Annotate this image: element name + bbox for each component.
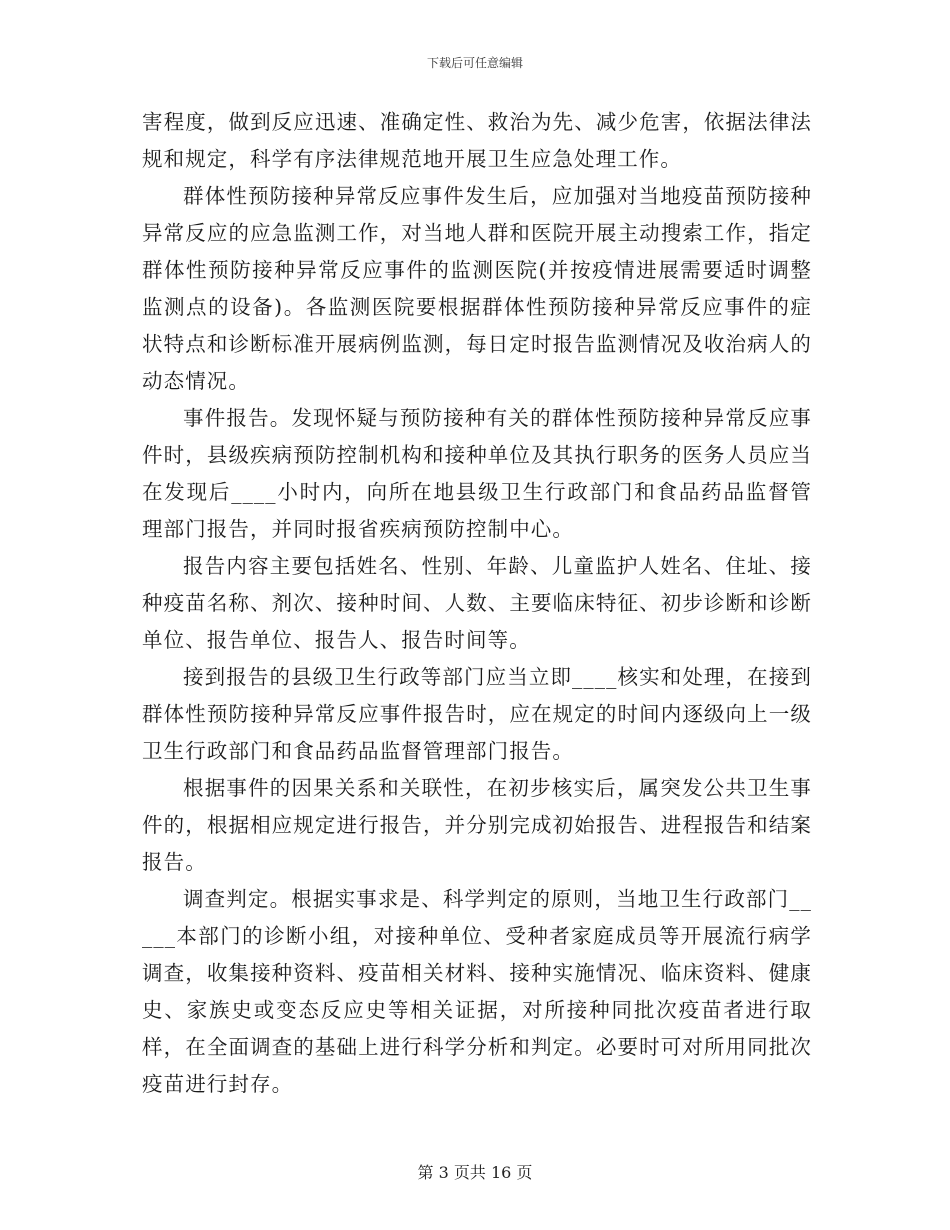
paragraph-7: 调查判定。根据实事求是、科学判定的原则，当地卫生行政部门_____本部门的诊断小组，对接种单位、受种者家庭成员等开展流行病学调查，收集接种资料、疫苗相关材料、接种实施情况、临床资料、健康史、家族史或变态反应史等相关证据，对所接种同批次疫苗者进行取样，在全面调查的基础上进行科学分析和判定。必要时可对所用同批次疫苗进行封存。 [142, 887, 812, 1096]
paragraph-1: 害程度，做到反应迅速、准确定性、救治为先、减少危害，依据法律法规和规定，科学有序法律规范地开展卫生应急处理工作。 [142, 110, 812, 171]
document-body [142, 104, 812, 1103]
paragraph-3: 事件报告。发现怀疑与预防接种有关的群体性预防接种异常反应事件时，县级疾病预防控制机构和接种单位及其执行职务的医务人员应当在发现后____小时内，向所在地县级卫生行政部门和食品药品监督管理部门报告，并同时报省疾病预防控制中心。 [142, 406, 812, 541]
paragraph-6: 根据事件的因果关系和关联性，在初步核实后，属突发公共卫生事件的，根据相应规定进行报告，并分别完成初始报告、进程报告和结案报告。 [142, 776, 812, 874]
paragraph-4: 报告内容主要包括姓名、性别、年龄、儿童监护人姓名、住址、接种疫苗名称、剂次、接种时间、人数、主要临床特征、初步诊断和诊断单位、报告单位、报告人、报告时间等。 [142, 554, 812, 652]
paragraph-2: 群体性预防接种异常反应事件发生后，应加强对当地疫苗预防接种异常反应的应急监测工作，对当地人群和医院开展主动搜索工作，指定群体性预防接种异常反应事件的监测医院(并按疫情进展需要适时调整监测点的设备)。各监测医院要根据群体性预防接种异常反应事件的症状特点和诊断标准开展病例监测，每日定时报告监测情况及收治病人的动态情况。 [142, 184, 812, 393]
paragraph-5: 接到报告的县级卫生行政等部门应当立即____核实和处理，在接到群体性预防接种异常反应事件报告时，应在规定的时间内逐级向上一级卫生行政部门和食品药品监督管理部门报告。 [142, 665, 812, 763]
page-header-note: 下载后可任意编辑 [426, 56, 523, 70]
page-number: 第 3 页共 16 页 [417, 1163, 533, 1182]
